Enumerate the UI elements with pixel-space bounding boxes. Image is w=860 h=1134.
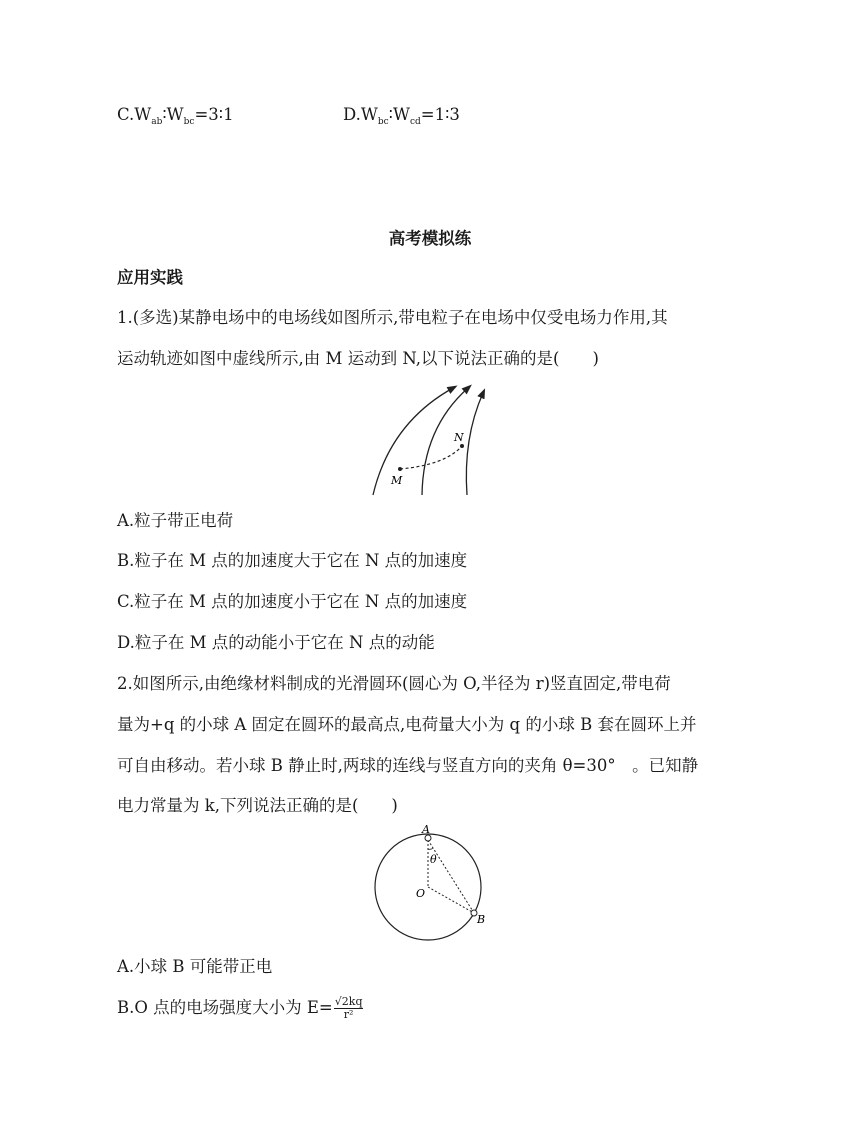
q2-stem-line1: 2.如图所示,由绝缘材料制成的光滑圆环(圆心为 O,半径为 r)竖直固定,带电荷 — [117, 674, 671, 693]
q1-stem-line2: 运动轨迹如图中虚线所示,由 M 运动到 N,以下说法正确的是( ) — [117, 349, 599, 368]
radius-ob — [428, 887, 474, 913]
q2-option-a: A.小球 B 可能带正电 — [117, 957, 273, 976]
label-b: B — [477, 913, 486, 926]
q1-option-c: C.粒子在 M 点的加速度小于它在 N 点的加速度 — [117, 592, 468, 611]
q1-option-d: D.粒子在 M 点的动能小于它在 N 点的动能 — [117, 633, 435, 652]
option-c-prefix: C.W — [117, 105, 152, 124]
option-c-top — [117, 104, 234, 133]
option-c-mid: ∶W — [162, 105, 184, 124]
label-a: A — [422, 823, 430, 836]
theta-arc — [428, 848, 433, 849]
q2-option-b-prefix: B.O 点的电场强度大小为 E= — [117, 998, 333, 1017]
field-strength-fraction — [334, 996, 364, 1021]
label-n: N — [454, 431, 464, 444]
q1-stem-line1: 1.(多选)某静电场中的电场线如图所示,带电粒子在电场中仅受电场力作用,其 — [117, 308, 668, 327]
q2-stem-line3: 可自由移动。若小球 B 静止时,两球的连线与竖直方向的夹角 θ=30° 。已知静 — [117, 756, 699, 775]
section-title: 高考模拟练 — [388, 229, 472, 248]
option-c-rest: =3∶1 — [194, 105, 234, 124]
q2-stem-line4: 电力常量为 k,下列说法正确的是( ) — [117, 796, 398, 815]
q2-stem-line2: 量为+q 的小球 A 固定在圆环的最高点,电荷量大小为 q 的小球 B 套在圆环上并 — [117, 715, 697, 734]
point-m — [398, 467, 402, 471]
option-d-prefix: D.W — [343, 105, 378, 124]
fraction-denominator: r² — [343, 1008, 354, 1021]
point-n — [460, 444, 464, 448]
option-d-sub1: bc — [377, 117, 389, 127]
option-d-mid: ∶W — [388, 105, 410, 124]
trajectory-dashed — [400, 446, 462, 469]
option-d-top — [343, 104, 460, 133]
option-c-sub1: ab — [151, 117, 163, 127]
q1-field-line-figure — [365, 383, 515, 498]
subsection-title: 应用实践 — [117, 268, 183, 287]
q2-option-b — [117, 996, 363, 1021]
label-o: O — [416, 887, 426, 900]
label-m: M — [391, 474, 403, 487]
option-c-sub2: bc — [183, 117, 195, 127]
q2-ring-figure — [370, 823, 500, 945]
option-d-rest: =1∶3 — [420, 105, 460, 124]
q1-option-b: B.粒子在 M 点的加速度大于它在 N 点的加速度 — [117, 551, 468, 570]
field-line-3 — [466, 393, 483, 495]
q1-option-a: A.粒子带正电荷 — [117, 511, 234, 530]
label-theta: θ — [430, 853, 437, 866]
option-d-sub2: cd — [409, 117, 421, 127]
fraction-numerator: √2kq — [334, 995, 363, 1008]
field-line-1 — [373, 388, 453, 495]
